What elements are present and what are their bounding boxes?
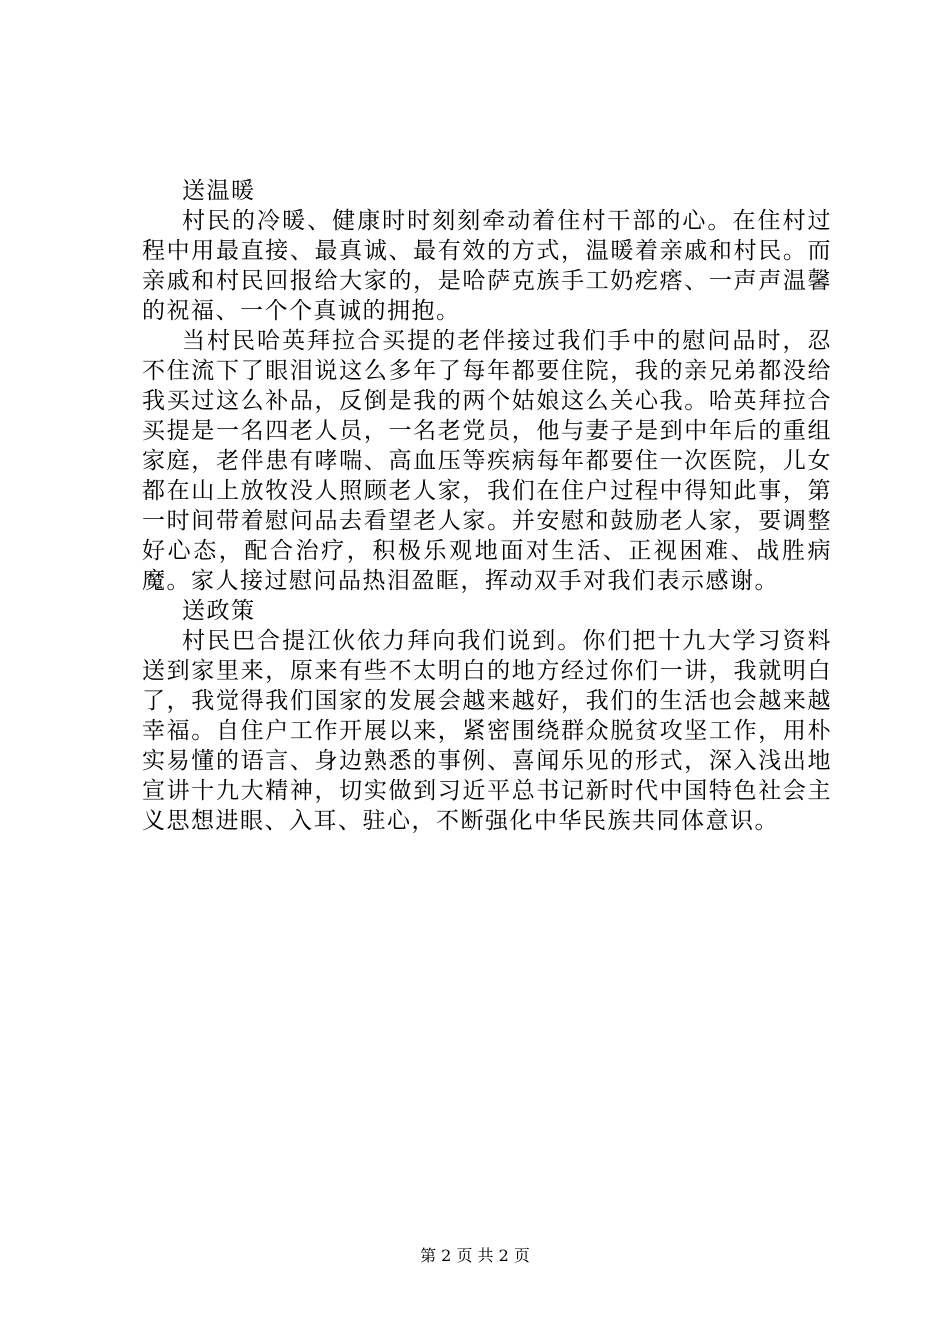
section-heading-policy: 送政策 [182,598,256,624]
paragraph: 村民的冷暖、健康时时刻刻牵动着住村干部的心。在住村过程中用最直接、最真诚、最有效的方式，温暖着亲戚和村民。而亲戚和村民回报给大家的，是哈萨克族手工奶疙瘩、一声声温馨的祝福、一个个真诚的拥抱。 [142,208,832,324]
paragraph: 村民巴合提江伙依力拜向我们说到。你们把十九大学习资料送到家里来，原来有些不太明白的地方经过你们一讲，我就明白了，我觉得我们国家的发展会越来越好，我们的生活也会越来越幸福。自住户工作开展以来，紧密围绕群众脱贫攻坚工作，用朴实易懂的语言、身边熟悉的事例、喜闻乐见的形式，深入浅出地宣讲十九大精神，切实做到习近平总书记新时代中国特色社会主义思想进眼、入耳、驻心，不断强化中华民族共同体意识。 [142,628,832,834]
document-body [142,176,832,836]
section-heading-warmth: 送温暖 [182,178,256,204]
page-number-footer: 第 2 页 共 2 页 [420,1246,530,1265]
paragraph: 当村民哈英拜拉合买提的老伴接过我们手中的慰问品时，忍不住流下了眼泪说这么多年了每年都要住院，我的亲兄弟都没给我买过这么补品，反倒是我的两个姑娘这么关心我。哈英拜拉合买提是一名四老人员，一名老党员，他与妻子是到中年后的重组家庭，老伴患有哮喘、高血压等疾病每年都要住一次医院，儿女都在山上放牧没人照顾老人家，我们在住户过程中得知此事，第一时间带着慰问品去看望老人家。并安慰和鼓励老人家，要调整好心态，配合治疗，积极乐观地面对生活、正视困难、战胜病魔。家人接过慰问品热泪盈眶，挥动双手对我们表示感谢。 [142,328,832,594]
